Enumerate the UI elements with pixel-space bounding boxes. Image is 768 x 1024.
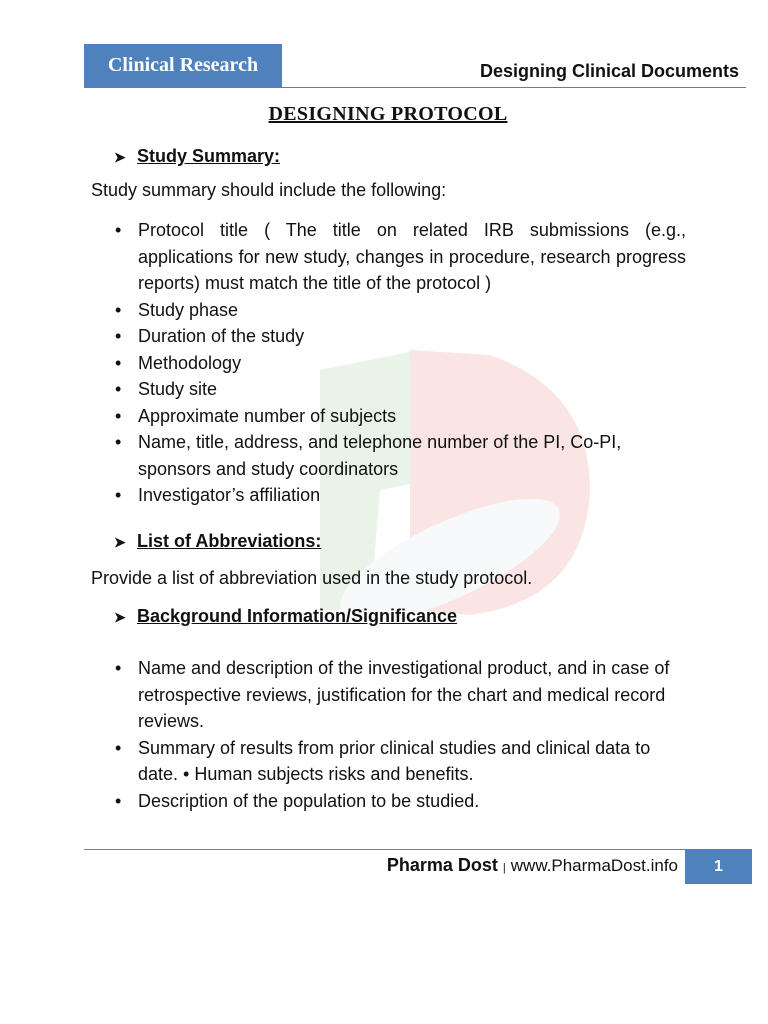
- background-list: [114, 655, 686, 814]
- section-heading-study-summary: [114, 146, 280, 167]
- arrow-bullet-icon: ➤: [114, 609, 126, 625]
- study-summary-list: [114, 217, 686, 509]
- section-intro: Provide a list of abbreviation used in the study protocol.: [91, 568, 533, 588]
- section-heading-label: List of Abbreviations:: [137, 531, 322, 551]
- section-heading-label: Study Summary:: [137, 146, 281, 166]
- footer-divider: [84, 849, 746, 850]
- list-item: • Summary of results from prior clinical studies and clinical data to date. • Human subjects risks and benefits.: [114, 735, 686, 788]
- arrow-bullet-icon: ➤: [114, 534, 126, 550]
- section-heading-background: [114, 606, 457, 627]
- header-title: Designing Clinical Documents: [479, 61, 739, 81]
- list-item: • Approximate number of subjects: [114, 403, 686, 430]
- footer-url-link[interactable]: www.PharmaDost.info: [510, 856, 678, 875]
- footer-credit: [387, 855, 678, 876]
- list-item: • Investigator’s affiliation: [114, 482, 686, 509]
- list-item: • Name, title, address, and telephone number of the PI, Co-PI, sponsors and study coordinators: [114, 429, 686, 482]
- document-title: DESIGNING PROTOCOL: [268, 103, 508, 125]
- page-number: 1: [685, 849, 752, 884]
- list-item: • Name and description of the investigational product, and in case of retrospective reviews, justification for the chart and medical record reviews.: [114, 655, 686, 735]
- section-intro: Study summary should include the following:: [91, 180, 447, 200]
- footer-separator: |: [502, 862, 506, 874]
- header-divider: [84, 87, 746, 88]
- list-item: • Description of the population to be studied.: [114, 788, 686, 815]
- list-item: • Protocol title ( The title on related IRB submissions (e.g., applications for new study, changes in procedure, research progress reports) must match the title of the protocol ): [114, 217, 686, 297]
- list-item: • Study phase: [114, 297, 686, 324]
- footer-brand: Pharma Dost: [386, 855, 498, 875]
- list-item: • Duration of the study: [114, 323, 686, 350]
- section-heading-label: Background Information/Significance: [137, 606, 458, 626]
- list-item: • Methodology: [114, 350, 686, 377]
- arrow-bullet-icon: ➤: [114, 149, 126, 165]
- section-heading-abbreviations: [114, 531, 321, 552]
- list-item: • Study site: [114, 376, 686, 403]
- header-tab: Clinical Research: [84, 44, 282, 87]
